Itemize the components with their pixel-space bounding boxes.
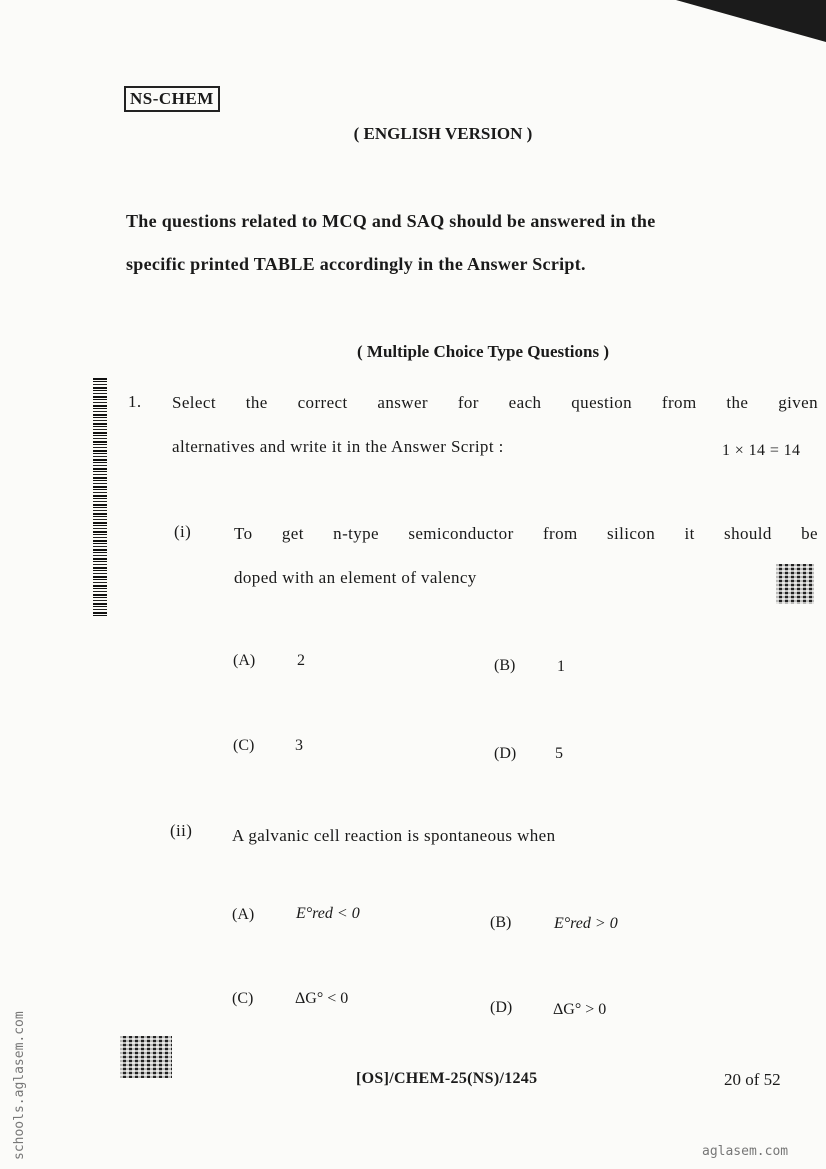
watermark-bottom: aglasem.com (702, 1144, 789, 1159)
option-value: 1 (557, 658, 565, 675)
page-number: 20 of 52 (724, 1070, 781, 1089)
side-barcode (93, 378, 107, 618)
option-label: (A) (233, 652, 256, 669)
instruction-line-2: specific printed TABLE accordingly in the Answer Script. (126, 254, 586, 274)
page-corner-shadow (676, 0, 826, 42)
footer-code: [OS]/CHEM-25(NS)/1245 (356, 1070, 538, 1087)
question-line-2: alternatives and write it in the Answer Script : (172, 437, 504, 456)
subquestion-number: (ii) (170, 821, 193, 840)
option-label: (C) (233, 737, 255, 754)
subquestion-line-1-text: To get n-type semiconductor from silicon it should be (234, 524, 818, 543)
option-value: 5 (555, 745, 563, 762)
option-value: 2 (297, 652, 305, 669)
option-label: (D) (490, 999, 513, 1016)
option-value: ΔG° < 0 (295, 990, 349, 1007)
section-title: ( Multiple Choice Type Questions ) (356, 342, 609, 361)
subquestion-line-2: doped with an element of valency (234, 568, 477, 587)
question-line-1: Select the correct answer for each question from the given (172, 393, 818, 412)
question-number: 1. (128, 392, 142, 411)
instruction-line-1: The questions related to MCQ and SAQ should be answered in the (126, 211, 656, 231)
option-value: E°red > 0 (554, 915, 618, 932)
question-marks: 1 × 14 = 14 (722, 442, 801, 459)
qr-code (776, 564, 814, 604)
watermark-vertical: schools.aglasem.com (12, 1011, 27, 1160)
option-label: (C) (232, 990, 254, 1007)
version-heading: ( ENGLISH VERSION ) (353, 124, 533, 143)
subquestion-line-1: A galvanic cell reaction is spontaneous when (232, 826, 556, 845)
option-value: E°red < 0 (296, 905, 360, 922)
option-value: ΔG° > 0 (553, 1001, 607, 1018)
subquestion-number: (i) (174, 522, 192, 541)
option-value: 3 (295, 737, 303, 754)
subquestion-line-1 (234, 524, 818, 544)
option-label: (B) (490, 914, 512, 931)
footer-qr-code (120, 1036, 172, 1078)
paper-code-box: NS-CHEM (124, 86, 220, 112)
option-label: (B) (494, 657, 516, 674)
option-label: (D) (494, 745, 517, 762)
option-label: (A) (232, 906, 255, 923)
